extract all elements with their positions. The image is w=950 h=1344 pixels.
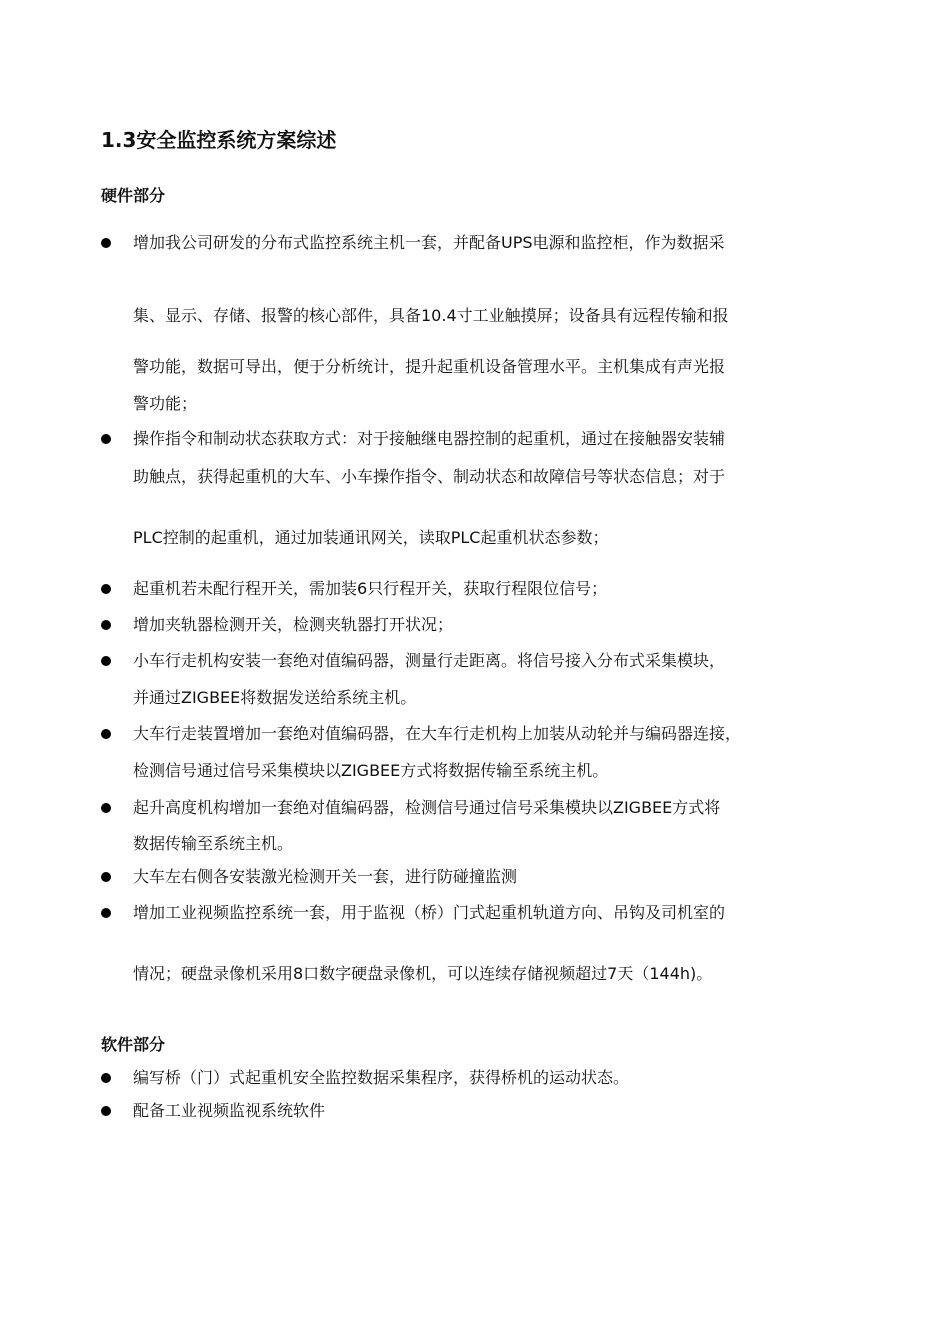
list-item-line: 起升高度机构增加一套绝对值编码器，检测信号通过信号采集模块以ZIGBEE方式将 (133, 798, 721, 817)
bullet-icon (101, 872, 111, 882)
list-item-line: 操作指令和制动状态获取方式：对于接触继电器控制的起重机，通过在接触器安装辅 (133, 429, 726, 448)
list-item-line: 增加工业视频监控系统一套，用于监视（桥）门式起重机轨道方向、吊钩及司机室的 (133, 903, 726, 922)
bullet-icon (101, 1073, 111, 1083)
bullet-icon (101, 908, 111, 918)
list-item-line: 警功能，数据可导出，便于分析统计，提升起重机设备管理水平。主机集成有声光报 (133, 357, 726, 376)
section-heading-software: 软件部分 (101, 1035, 166, 1054)
list-item-line: 增加我公司研发的分布式监控系统主机一套，并配备UPS电源和监控柜，作为数据采 (133, 233, 725, 252)
list-item-line: 助触点，获得起重机的大车、小车操作指令、制动状态和故障信号等状态信息；对于 (133, 467, 726, 486)
bullet-icon (101, 620, 111, 630)
list-item-line: 增加夹轨器检测开关，检测夹轨器打开状况； (133, 615, 454, 634)
bullet-icon (101, 434, 111, 444)
list-item-line: 大车左右侧各安装激光检测开关一套，进行防碰撞监测 (133, 867, 518, 886)
list-item-line: 集、显示、存储、报警的核心部件，具备10.4寸工业触摸屏；设备具有远程传输和报 (133, 306, 729, 325)
bullet-icon (101, 656, 111, 666)
list-item-line: 配备工业视频监视系统软件 (133, 1101, 326, 1120)
list-item-line: 小车行走机构安装一套绝对值编码器，测量行走距离。将信号接入分布式采集模块， (133, 651, 726, 670)
list-item-line: 检测信号通过信号采集模块以ZIGBEE方式将数据传输至系统主机。 (133, 761, 609, 780)
list-item-line: 数据传输至系统主机。 (133, 834, 294, 853)
list-item-line: 大车行走装置增加一套绝对值编码器，在大车行走机构上加装从动轮并与编码器连接， (133, 724, 742, 743)
page-title: 1.3安全监控系统方案综述 (101, 128, 337, 152)
list-item-line: 编写桥（门）式起重机安全监控数据采集程序，获得桥机的运动状态。 (133, 1068, 630, 1087)
list-item-line: 并通过ZIGBEE将数据发送给系统主机。 (133, 688, 417, 707)
bullet-icon (101, 1106, 111, 1116)
bullet-icon (101, 238, 111, 248)
list-item-line: 情况；硬盘录像机采用8口数字硬盘录像机，可以连续存储视频超过7天（144h)。 (133, 964, 713, 983)
bullet-icon (101, 729, 111, 739)
list-item-line: 警功能； (133, 394, 198, 413)
list-item-line: PLC控制的起重机，通过加装通讯网关，读取PLC起重机状态参数； (133, 528, 609, 547)
list-item-line: 起重机若未配行程开关，需加装6只行程开关，获取行程限位信号； (133, 579, 608, 598)
bullet-icon (101, 803, 111, 813)
bullet-icon (101, 584, 111, 594)
section-heading-hardware: 硬件部分 (101, 186, 166, 205)
